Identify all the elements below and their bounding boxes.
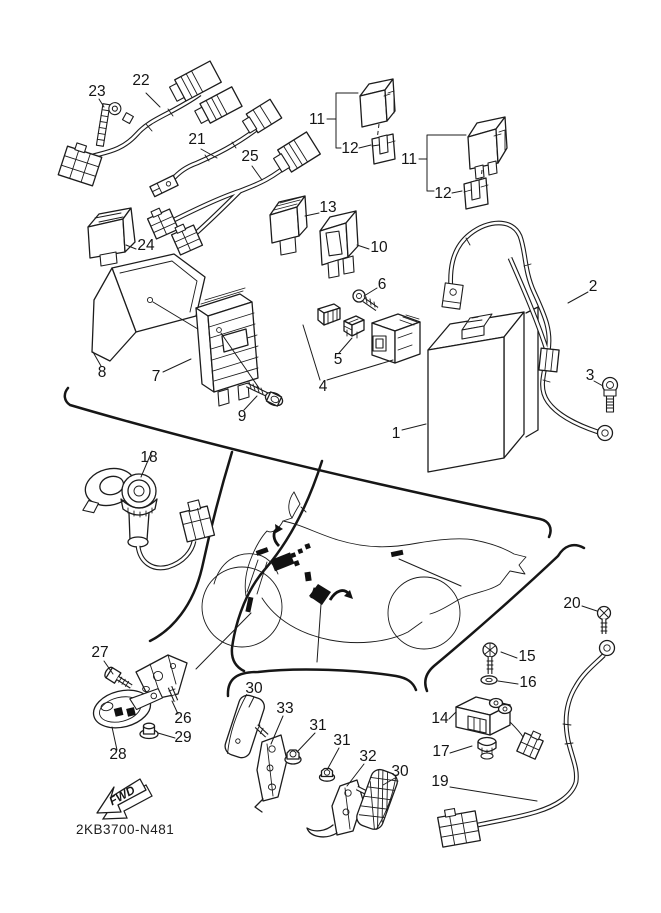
- part-callout-11: 11: [308, 111, 326, 128]
- part-callout-12: 12: [341, 140, 359, 157]
- part-20-screw: [598, 607, 611, 635]
- part-callout-4: 4: [318, 378, 328, 395]
- part-callout-31: 31: [309, 717, 327, 734]
- horn-assembly: [90, 655, 187, 739]
- part-callout-3: 3: [585, 367, 595, 384]
- part-18-socket: [75, 463, 215, 567]
- part-callout-11: 11: [400, 151, 418, 168]
- part-callout-17: 17: [432, 743, 450, 760]
- part-callout-5: 5: [333, 351, 343, 368]
- part-9-bolt: [247, 382, 285, 408]
- part-callout-16: 16: [519, 674, 537, 691]
- part-callout-18: 18: [140, 449, 158, 466]
- part-16-washer: [481, 676, 497, 684]
- part-29-nut: [140, 723, 158, 738]
- part-callout-15: 15: [518, 648, 536, 665]
- motorcycle-silhouette: [196, 492, 526, 669]
- part-callout-33: 33: [276, 700, 294, 717]
- part-callout-23: 23: [88, 83, 106, 100]
- part-1-battery: [428, 307, 538, 472]
- part-17-grommet: [478, 738, 496, 760]
- part-callout-31: 31: [333, 732, 351, 749]
- part-callout-22: 22: [132, 72, 150, 89]
- part-callout-14: 14: [431, 710, 449, 727]
- part-callout-27: 27: [91, 644, 109, 661]
- part-callout-28: 28: [109, 746, 127, 763]
- part-12-holder-left: [372, 134, 395, 164]
- part-11-12-right: [419, 117, 507, 209]
- part-13-relay: [270, 196, 307, 255]
- fwd-arrow: [97, 779, 152, 819]
- part-4-fuse: [318, 304, 340, 325]
- part-11-12-left: [327, 79, 395, 164]
- part-callout-1: 1: [391, 425, 401, 442]
- part-callout-19: 19: [431, 773, 449, 790]
- part-10-relay: [320, 211, 358, 278]
- part-33-bracket: [255, 735, 287, 812]
- part-callout-30: 30: [391, 763, 409, 780]
- part-6-screw: [353, 290, 377, 309]
- part-callout-8: 8: [97, 364, 107, 381]
- part-28-horn: [90, 681, 168, 733]
- part-callout-24: 24: [137, 237, 155, 254]
- part-22-harness: [58, 61, 242, 186]
- part-callout-26: 26: [174, 710, 192, 727]
- part-3-bolt: [603, 378, 618, 413]
- part-callout-25: 25: [241, 148, 259, 165]
- part-27-bolt: [103, 666, 134, 692]
- part-callout-13: 13: [319, 199, 337, 216]
- part-callout-20: 20: [563, 595, 581, 612]
- drawing-code: 2KB3700-N481: [76, 822, 175, 837]
- part-callout-12: 12: [434, 185, 452, 202]
- part-12-holder-right: [464, 178, 488, 209]
- fwd-label: FWD: [106, 782, 138, 809]
- part-callout-2: 2: [588, 278, 598, 295]
- part-24-relay: [88, 208, 135, 266]
- part-5-fuse: [344, 316, 364, 338]
- part-callout-32: 32: [359, 748, 377, 765]
- fusebox-unit: [372, 314, 420, 363]
- part-callout-21: 21: [188, 131, 206, 148]
- part-callout-29: 29: [174, 729, 192, 746]
- part-14-unit: [456, 697, 545, 759]
- part-callout-6: 6: [377, 276, 387, 293]
- part-callout-9: 9: [237, 408, 247, 425]
- part-callout-30: 30: [245, 680, 263, 697]
- part-callout-10: 10: [370, 239, 388, 256]
- part-15-screw: [483, 643, 497, 674]
- part-31-nut-left: [285, 750, 301, 764]
- location-markers: [245, 524, 403, 612]
- part-callout-7: 7: [151, 368, 161, 385]
